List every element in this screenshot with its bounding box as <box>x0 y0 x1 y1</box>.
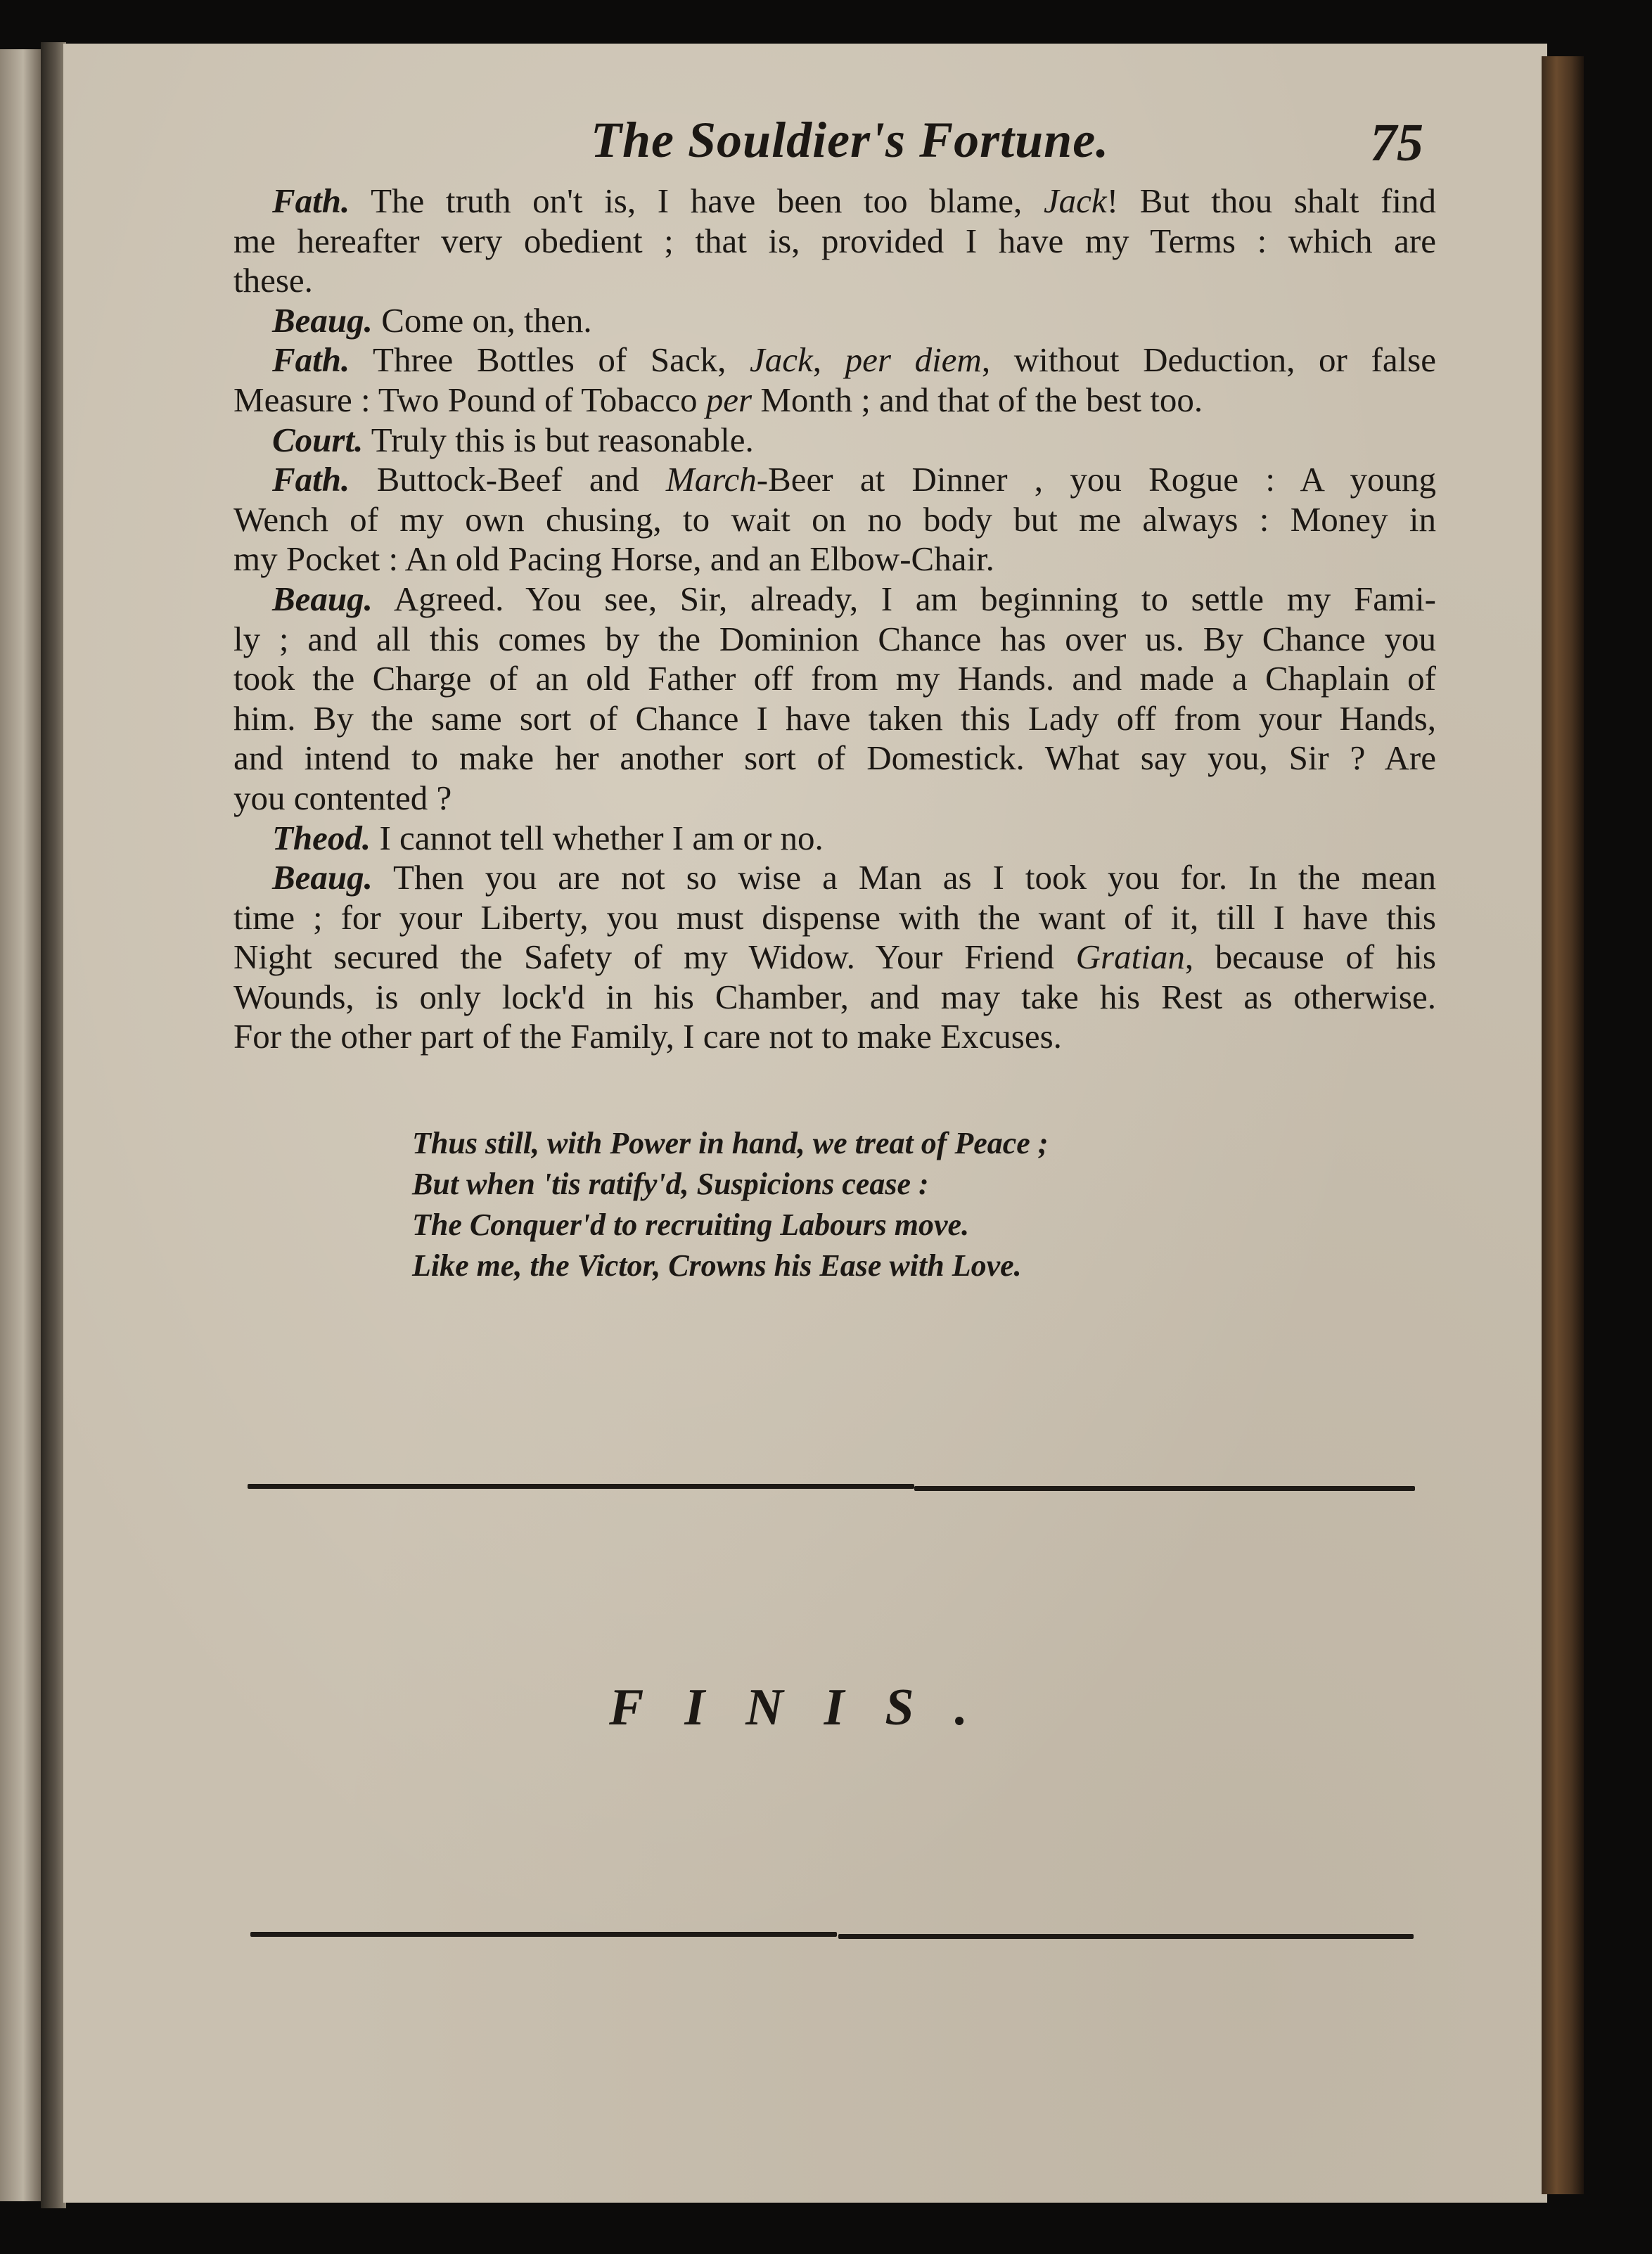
rule-upper-right <box>914 1486 1415 1491</box>
line-text: Wounds, is only lock'd in his Chamber, and may take his Rest as otherwise. <box>233 977 1436 1016</box>
line-text: and intend to make her another sort of Domestick. What say you, Sir ? Are <box>233 738 1436 778</box>
speaker-name: Court. <box>272 420 364 459</box>
italic-text: per <box>705 380 753 419</box>
line-text: Then you are not so wise a Man as I took you for. In the mean <box>372 858 1436 897</box>
speaker-name: Fath. <box>272 181 350 220</box>
dialogue-line <box>233 261 1436 301</box>
dialogue-line <box>233 301 1436 341</box>
dialogue-line <box>233 421 1436 461</box>
verse-line-1: Thus still, with Power in hand, we treat of Peace ; <box>412 1126 1049 1160</box>
book-gutter <box>41 42 66 2208</box>
dialogue-line <box>233 340 1436 380</box>
italic-text: per diem <box>845 340 982 380</box>
line-text: -Beer at Dinner , you Rogue : A young <box>756 460 1436 499</box>
dialogue-line <box>233 738 1436 779</box>
line-text: Truly this is but reasonable. <box>363 420 754 459</box>
line-text: me hereafter very obedient ; that is, provided I have my Terms : which are <box>233 221 1436 260</box>
italic-text: Jack <box>749 340 813 380</box>
dialogue-line <box>233 460 1436 500</box>
dialogue-line <box>233 659 1436 699</box>
line-text: Come on, then. <box>372 300 592 340</box>
facing-page-edge <box>0 49 42 2201</box>
line-text: him. By the same sort of Chance I have taken this Lady off from your Hands, <box>233 698 1436 738</box>
line-text: my Pocket : An old Pacing Horse, and an Elbow-Chair. <box>233 539 994 579</box>
dialogue-line <box>233 222 1436 262</box>
dialogue-line <box>233 181 1436 222</box>
line-text: Buttock-Beef and <box>350 460 666 499</box>
dialogue-line <box>233 1017 1436 1057</box>
line-text: took the Charge of an old Father off from my Hands. and made a Chaplain of <box>233 659 1436 698</box>
page-number: 75 <box>1370 113 1423 172</box>
italic-text: Jack <box>1043 181 1107 220</box>
speaker-name: Fath. <box>272 340 350 380</box>
line-text: , because of his <box>1184 937 1436 977</box>
line-text: Agreed. You see, Sir, already, I am beginning to settle my Fami- <box>372 579 1436 618</box>
dialogue-line <box>233 898 1436 938</box>
closing-verse <box>412 1123 1049 1286</box>
line-text: Three Bottles of Sack, <box>350 340 750 380</box>
verse-line-2: But when 'tis ratify'd, Suspicions cease : <box>412 1167 929 1201</box>
speaker-name: Beaug. <box>272 579 373 618</box>
line-text: ly ; and all this comes by the Dominion Chance has over us. By Chance you <box>233 619 1436 658</box>
rule-upper-left <box>248 1484 914 1489</box>
line-text: time ; for your Liberty, you must dispense with the want of it, till I have this <box>233 897 1436 937</box>
dialogue-line <box>233 620 1436 660</box>
verse-line-3: The Conquer'd to recruiting Labours move. <box>412 1208 970 1242</box>
line-text: Measure : Two Pound of Tobacco <box>233 380 706 419</box>
rule-lower-left <box>250 1932 837 1937</box>
speaker-name: Theod. <box>272 818 371 857</box>
dialogue-line <box>233 937 1436 978</box>
line-text: , without Deduction, or false <box>981 340 1436 380</box>
line-text: , <box>812 340 845 380</box>
dialogue-line <box>233 539 1436 579</box>
dialogue-line <box>233 819 1436 859</box>
dialogue-line <box>233 380 1436 421</box>
dialogue-text-block <box>233 181 1436 1057</box>
line-text: these. <box>233 261 313 300</box>
dialogue-line <box>233 579 1436 620</box>
line-text: you contented ? <box>233 778 452 817</box>
speaker-name: Beaug. <box>272 300 373 340</box>
verse-line-4: Like me, the Victor, Crowns his Ease with Love. <box>412 1248 1022 1283</box>
line-text: Wench of my own chusing, to wait on no body but me always : Money in <box>233 499 1436 539</box>
rule-lower-right <box>838 1934 1414 1939</box>
line-text: Month ; and that of the best too. <box>752 380 1203 419</box>
running-title: The Souldier's Fortune. <box>591 112 1110 168</box>
line-text: Night secured the Safety of my Widow. Your Friend <box>233 937 1076 977</box>
dialogue-line <box>233 978 1436 1018</box>
line-text: I cannot tell whether I am or no. <box>371 818 824 857</box>
italic-text: Gratian <box>1075 937 1185 977</box>
italic-text: March <box>665 460 757 499</box>
dialogue-line <box>233 779 1436 819</box>
line-text: For the other part of the Family, I care not to make Excuses. <box>233 1017 1062 1056</box>
speaker-name: Fath. <box>272 460 350 499</box>
line-text: The truth on't is, I have been too blame, <box>350 181 1044 220</box>
dialogue-line <box>233 699 1436 739</box>
book-cover-edge <box>1542 56 1584 2194</box>
dialogue-line <box>233 858 1436 898</box>
speaker-name: Beaug. <box>272 858 373 897</box>
line-text: ! But thou shalt find <box>1106 181 1436 220</box>
dialogue-line <box>233 500 1436 540</box>
finis: FINIS. <box>609 1679 1009 1736</box>
